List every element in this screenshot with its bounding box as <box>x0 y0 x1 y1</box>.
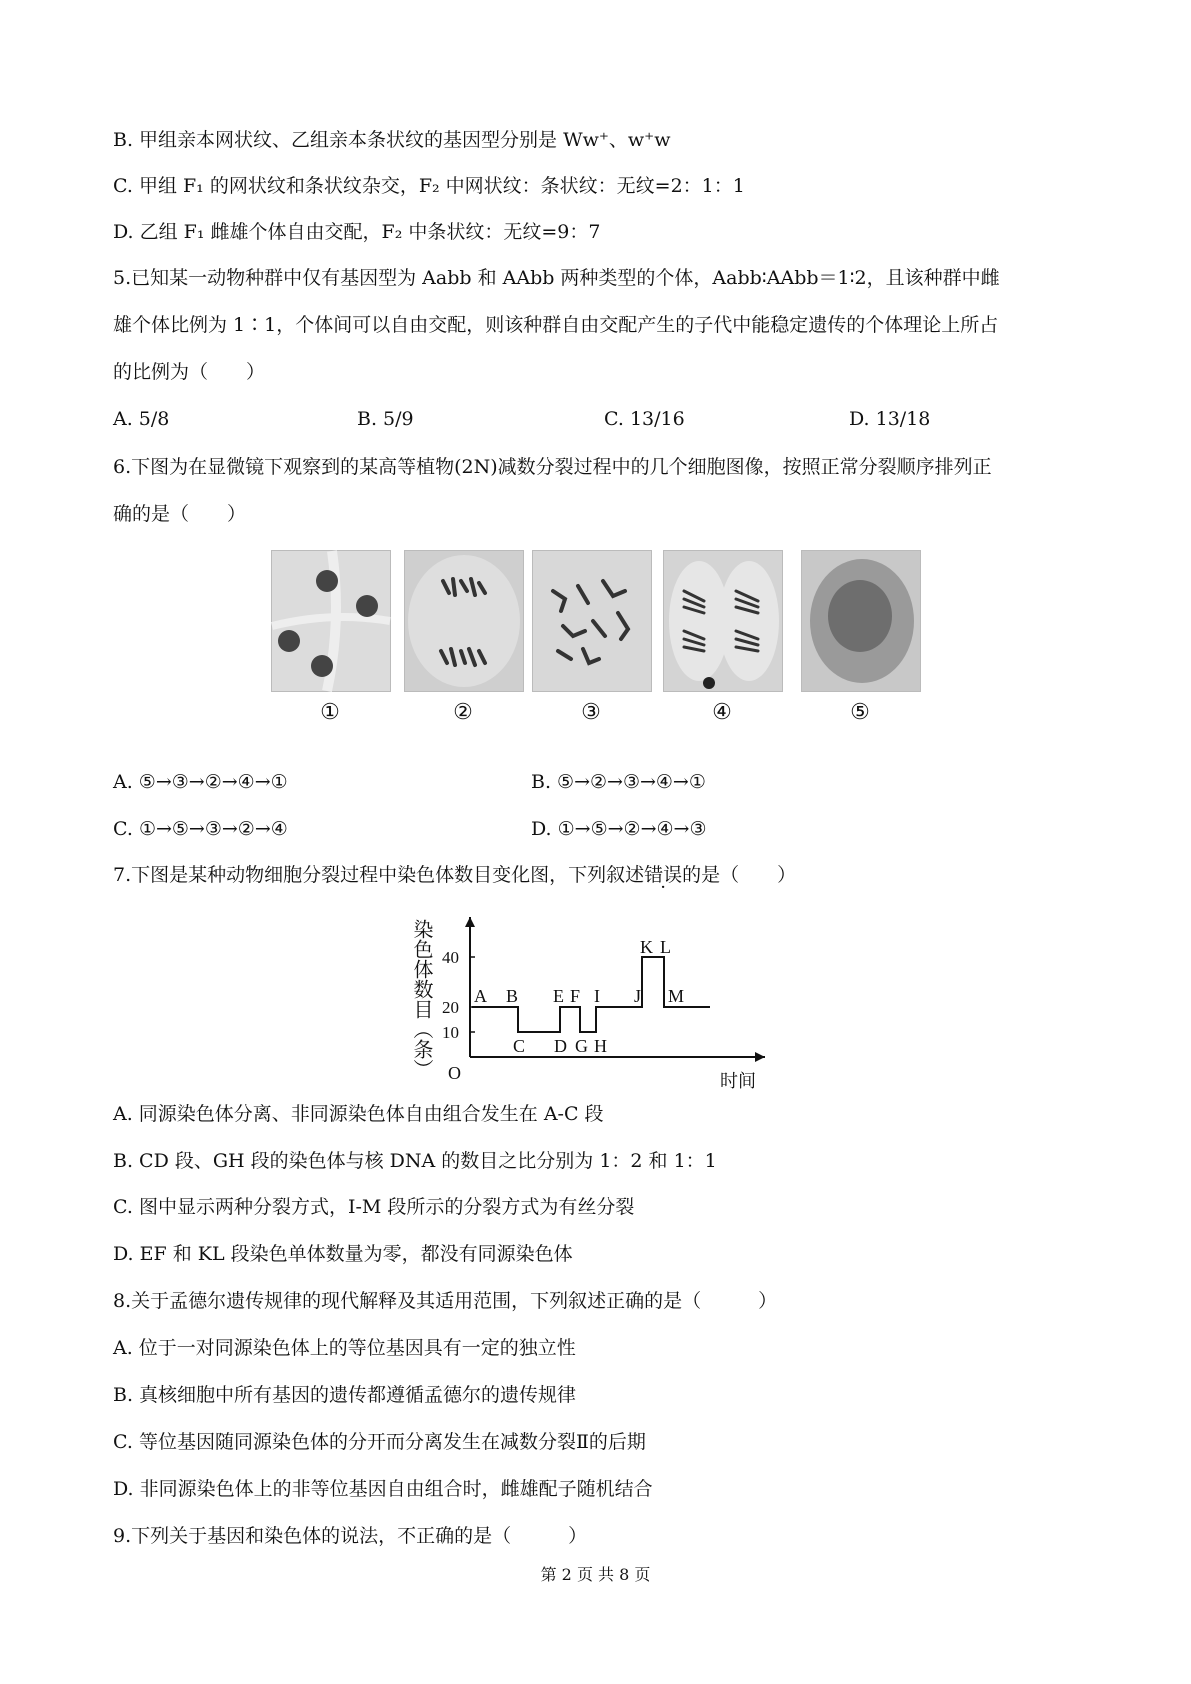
q4-option-d: D. 乙组 F₁ 雌雄个体自由交配，F₂ 中条状纹：无纹=9：7 <box>113 221 601 243</box>
y-tick-label-40: 40 <box>442 948 459 967</box>
q7-option-c: C. 图中显示两种分裂方式，I-M 段所示的分裂方式为有丝分裂 <box>113 1196 635 1218</box>
point-label-E: E <box>553 986 564 1006</box>
q5-stem-line-3: 的比例为（ ） <box>113 361 266 383</box>
micrograph-3 <box>532 550 652 692</box>
q6-option-a: A. ⑤→③→②→④→① <box>113 771 288 793</box>
q9-stem: 9.下列关于基因和染色体的说法，不正确的是（ ） <box>113 1525 588 1547</box>
q7-option-b: B. CD 段、GH 段的染色体与核 DNA 的数目之比分别为 1：2 和 1：1 <box>113 1150 717 1172</box>
q5-stem-line-1: 5.已知某一动物种群中仅有基因型为 Aabb 和 AAbb 两种类型的个体，Aabb∶AAbb＝1∶2，且该种群中雌 <box>113 267 1000 289</box>
page-footer: 第 2 页 共 8 页 <box>540 1565 651 1584</box>
micrograph-1 <box>271 550 391 692</box>
point-label-B: B <box>506 986 519 1006</box>
q7-stem-prefix: 7.下图是某种动物细胞分裂过程中染色体数目变化图，下列叙述 <box>113 864 645 886</box>
q7-option-a: A. 同源染色体分离、非同源染色体自由组合发生在 A-C 段 <box>113 1103 604 1125</box>
chromosome-chart <box>410 905 790 1091</box>
q8-stem: 8.关于孟德尔遗传规律的现代解释及其适用范围，下列叙述正确的是（ ） <box>113 1290 778 1312</box>
q8-option-b: B. 真核细胞中所有基因的遗传都遵循孟德尔的遗传规律 <box>113 1384 577 1406</box>
point-label-A: A <box>474 986 487 1006</box>
micrograph-label-4: ④ <box>712 700 732 725</box>
q7-option-d: D. EF 和 KL 段染色单体数量为零，都没有同源染色体 <box>113 1243 573 1265</box>
q8-option-c: C. 等位基因随同源染色体的分开而分离发生在减数分裂Ⅱ的后期 <box>113 1431 646 1453</box>
q7-stem <box>113 863 796 887</box>
q6-stem-line-2: 确的是（ ） <box>113 503 247 525</box>
y-axis-label: 染色体数目（条） <box>410 919 434 1079</box>
y-tick-label-10: 10 <box>442 1023 459 1042</box>
point-label-I: I <box>594 986 600 1006</box>
micrograph-4 <box>663 550 783 692</box>
micrograph-label-1: ① <box>320 700 340 725</box>
micrograph-label-2: ② <box>453 700 473 725</box>
origin-label: O <box>448 1063 461 1083</box>
point-label-H: H <box>594 1036 607 1056</box>
q5-option-b: B. 5/9 <box>357 408 414 430</box>
q5-stem-line-2: 雄个体比例为 1∶1，个体间可以自由交配，则该种群自由交配产生的子代中能稳定遗传的个体理论上所占 <box>113 314 999 336</box>
q8-option-a: A. 位于一对同源染色体上的等位基因具有一定的独立性 <box>113 1337 576 1359</box>
q6-option-b: B. ⑤→②→③→④→① <box>531 771 706 793</box>
point-label-J: J <box>634 986 642 1006</box>
micrograph-5 <box>801 550 921 692</box>
y-axis-arrow <box>465 917 475 927</box>
point-label-G: G <box>575 1036 588 1056</box>
q7-stem-suffix: 的是（ ） <box>682 864 797 886</box>
q5-option-a: A. 5/8 <box>113 408 170 430</box>
micrograph-label-5: ⑤ <box>850 700 870 725</box>
q5-option-c: C. 13/16 <box>604 408 685 430</box>
q4-option-b: B. 甲组亲本网状纹、乙组亲本条状纹的基因型分别是 Ww⁺、w⁺w <box>113 129 671 151</box>
point-label-K: K <box>640 937 653 957</box>
q5-option-d: D. 13/18 <box>849 408 931 430</box>
point-label-C: C <box>513 1036 526 1056</box>
point-label-L: L <box>660 937 671 957</box>
micrograph-2 <box>404 550 524 692</box>
q8-option-d: D. 非同源染色体上的非等位基因自由组合时，雌雄配子随机结合 <box>113 1478 653 1500</box>
q6-option-d: D. ①→⑤→②→④→③ <box>531 818 707 840</box>
q4-option-c: C. 甲组 F₁ 的网状纹和条状纹杂交，F₂ 中网状纹：条状纹：无纹=2：1：1 <box>113 175 745 197</box>
x-axis-label: 时间 <box>720 1071 756 1091</box>
micrograph-label-3: ③ <box>581 700 601 725</box>
point-label-M: M <box>668 986 685 1006</box>
q6-stem-line-1: 6.下图为在显微镜下观察到的某高等植物(2N)减数分裂过程中的几个细胞图像，按照正常分裂顺序排列正 <box>113 456 992 478</box>
point-label-D: D <box>554 1036 567 1056</box>
x-axis-arrow <box>755 1052 765 1062</box>
q7-stem-emphasis: 错误 <box>644 864 683 886</box>
point-label-F: F <box>570 986 581 1006</box>
y-tick-label-20: 20 <box>442 998 459 1017</box>
q6-option-c: C. ①→⑤→③→②→④ <box>113 818 288 840</box>
